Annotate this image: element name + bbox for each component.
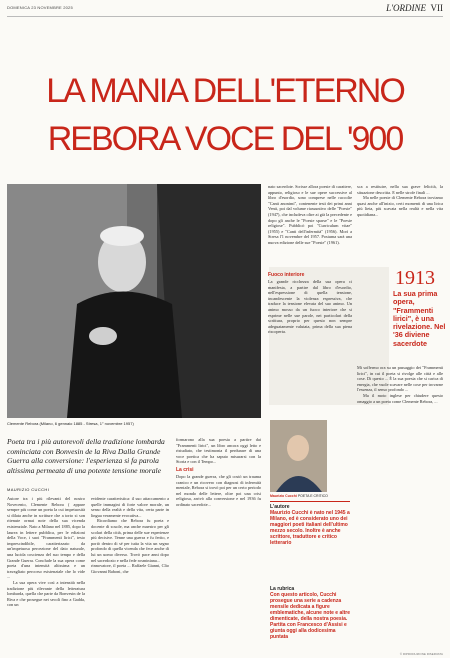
copyright-credit: © RIPRODUZIONE RISERVATA (399, 652, 443, 656)
sidebar-rubrica (270, 586, 352, 640)
lead-paragraph: Poeta tra i più autorevoli della tradizione lombarda cominciata con Bonvesin de la Riva Dalla Grande Guerra alla conversione: l'esperienza si fa parola altissima permeata di una potente tensione morale (7, 437, 165, 475)
column-2 (91, 496, 169, 656)
col3-subhead: La crisi (176, 466, 194, 473)
year-highlight: 1913 (395, 267, 435, 289)
col5-paragraph: sca a restituire, nella sua grave felicità, la situazione descritta. E nelle strofe finali ... (357, 184, 443, 195)
author-role: POETA E CRITICO (297, 494, 328, 498)
headline-line-2: REBORA VOCE DEL '900 (47, 120, 403, 158)
col4-paragraph: nato sacerdote. Scrisse allora poesie di carattere, appunto, religioso e le sue opere successive al libro d'esordio, sono comprese nelle raccolte "Canti anonimi", contenente testi dei primi anni Venti, poi dal volume riassuntivo delle "Poesie" (1947), che includeva oltre ai già la precedente e dopo gli anche le "Poesie sparse" e le "Poesie religiose". Pubblicò poi "Curriculum vitae" (1955) e "Canti dell'infermità" (1956). Morì a Stresa l'1 novembre del 1957. Postuma sarà una nuova edizione delle sue "Poesie" (1961). (268, 184, 352, 245)
col3-paragraph: Dopo la grande guerra, che gli costò un trauma cranico e un ricovero con diagnosi di infermità mentale, Rebora si trovò poi per un certo periodo nel mondo delle lettere, oltre poi una crisi religiosa, arrivò alla conversione e nel 1936 fu ordinato sacerdote... (176, 473, 261, 507)
column-1 (7, 496, 85, 656)
header-masthead (386, 3, 443, 13)
col1-paragraph: Autore tra i più rilevanti del nostro Novecento, Clemente Rebora ( appare sempre più come un poeta la cui impetuosità si dilata anche in scritture che a torto si son ritenute ormai note della sua vicenda esistenziale. Nato a Milano nel 1885, dopo la laurea in lettere pubblica, per le edizioni della Voce, i suoi "Frammenti lirici", testo imprescindibile, caratterizzato da un'impetuosa percezione del dato naturale, una lucida coscienza del suo tempo e della Grande Guerra. Conclude la sua opera come poeta d'una intensità altissima e un travagliato percorso esistenziale che lo vide ... (7, 496, 85, 580)
paper-name: L'ORDINE (386, 3, 426, 13)
col6-paragraph: Ma il moto inglese per chiudere questo omaggio a un poeta come Clemente Rebora, ... (357, 392, 443, 404)
rubrica-title: La rubrica (270, 586, 295, 592)
byline: MAURIZIO CUCCHI (7, 487, 50, 492)
page-number: VII (430, 3, 443, 13)
rubrica-text: Con questo articolo, Cucchi prosegue una serie a cadenza mensile dedicata a figure emblematiche, alcune note e altre dimenticate, della nostra poesia. Partita con Francesco d'Assisi e giunta oggi alla dodicesima puntata (270, 592, 351, 640)
column-4b (268, 270, 352, 414)
main-photo (7, 184, 261, 418)
year-highlight-text: La sua prima opera, "Frammenti lirici", è una rivelazione. Nel '36 diviene sacerdote (393, 289, 446, 348)
author-name: Maurizio Cucchi (270, 494, 297, 498)
col6-paragraph: Mi soffermo ora su un passaggio dei "Frammenti lirici", in cui il poeta si rivolge alle città e alle cose. Di questo ... È la sua poesia che si carica di energia, che vuole scavare nelle cose per trovarne l'essenza, il senso profondo ... (357, 365, 443, 393)
sidebar-autore (270, 504, 352, 546)
header-rule (7, 16, 443, 17)
col5-paragraph: Ma nelle poesie di Clemente Rebora troviamo quasi anche all'inizio, certi momenti di una lirica più lieta, più scavata nella realtà e nella vita quotidiana... (357, 195, 443, 217)
header-date: DOMENICA 23 NOVEMBRE 2025 (7, 5, 73, 10)
column-3 (176, 437, 261, 656)
col4-paragraph: La grande ricchezza della sua opera ci manifesta, a partire dal libro d'esordio, nell'espressione di quella tensione, incandescente la violenza espressiva, che traduce la tensione elevata del suo animo. Un animo mosso da un fuoco interiore che si esprime nelle sue parole, nei particolari della scrittura, proprio per questo non sempre adeguatamente valutata, prima della sua piena riscoperta. (268, 279, 352, 335)
author-photo (270, 420, 327, 492)
photo-caption: Clemente Rebora (Milano, 6 gennaio 1885 - Stresa, 1° novembre 1957) (7, 421, 134, 426)
col2-paragraph: rinnovatore, il poeta ... Raffaele Gianni, Clio Giovanni Raboni, che (91, 563, 169, 574)
col2-paragraph: Ricordiamo che Rebora fu poeta e docente di scuole, ma anche maestro per gli scolari della città, prima delle sue esperienze più decisive. Tenne una guerra e fu ferito, e portò dentro di sé per tutta la vita un segno profondo di quella vicenda che fece anche di lui un uomo diverso. Trovò pace anni dopo nel sacerdozio e nella fede rosminiana... (91, 518, 169, 563)
sidebar-rule (270, 501, 350, 502)
column-6 (357, 365, 443, 655)
headline-line-1: LA MANIA DELL'ETERNO (46, 72, 404, 110)
column-4 (268, 184, 352, 266)
col2-paragraph: evidente caratteristica: il suo attaccamento a quelle immagini di forte valore morale, un senso della realtà e della vita, certa parte in lingua veramente evocativa... (91, 496, 169, 518)
col1-paragraph: La sua opera vive così a intensità nella tradizione più rilevante della letteratura lombarda, quella che parte da Bonvesin de la Riva e che prosegue nei secoli fino a Gadda, con un (7, 579, 85, 608)
col3-paragraph: formarono alla sua poesia a partire dai "Frammenti lirici", un libro ancora oggi letto e ristudiato, che testimonia il perdurare di una voce poetica che ha saputo misurarsi con la Storia e con il Tempo... (176, 437, 261, 465)
autore-title: L'autore (270, 504, 290, 510)
author-photo-caption (270, 494, 328, 498)
col4-subhead: Fuoco interiore (268, 272, 305, 278)
column-5 (357, 184, 443, 266)
autore-text: Maurizio Cucchi è nato nel 1945 a Milano, ed è considerato uno dei maggiori poeti italiani dell'ultimo mezzo secolo. Inoltre è anche scrittore, traduttore e critico letterario (270, 510, 350, 546)
